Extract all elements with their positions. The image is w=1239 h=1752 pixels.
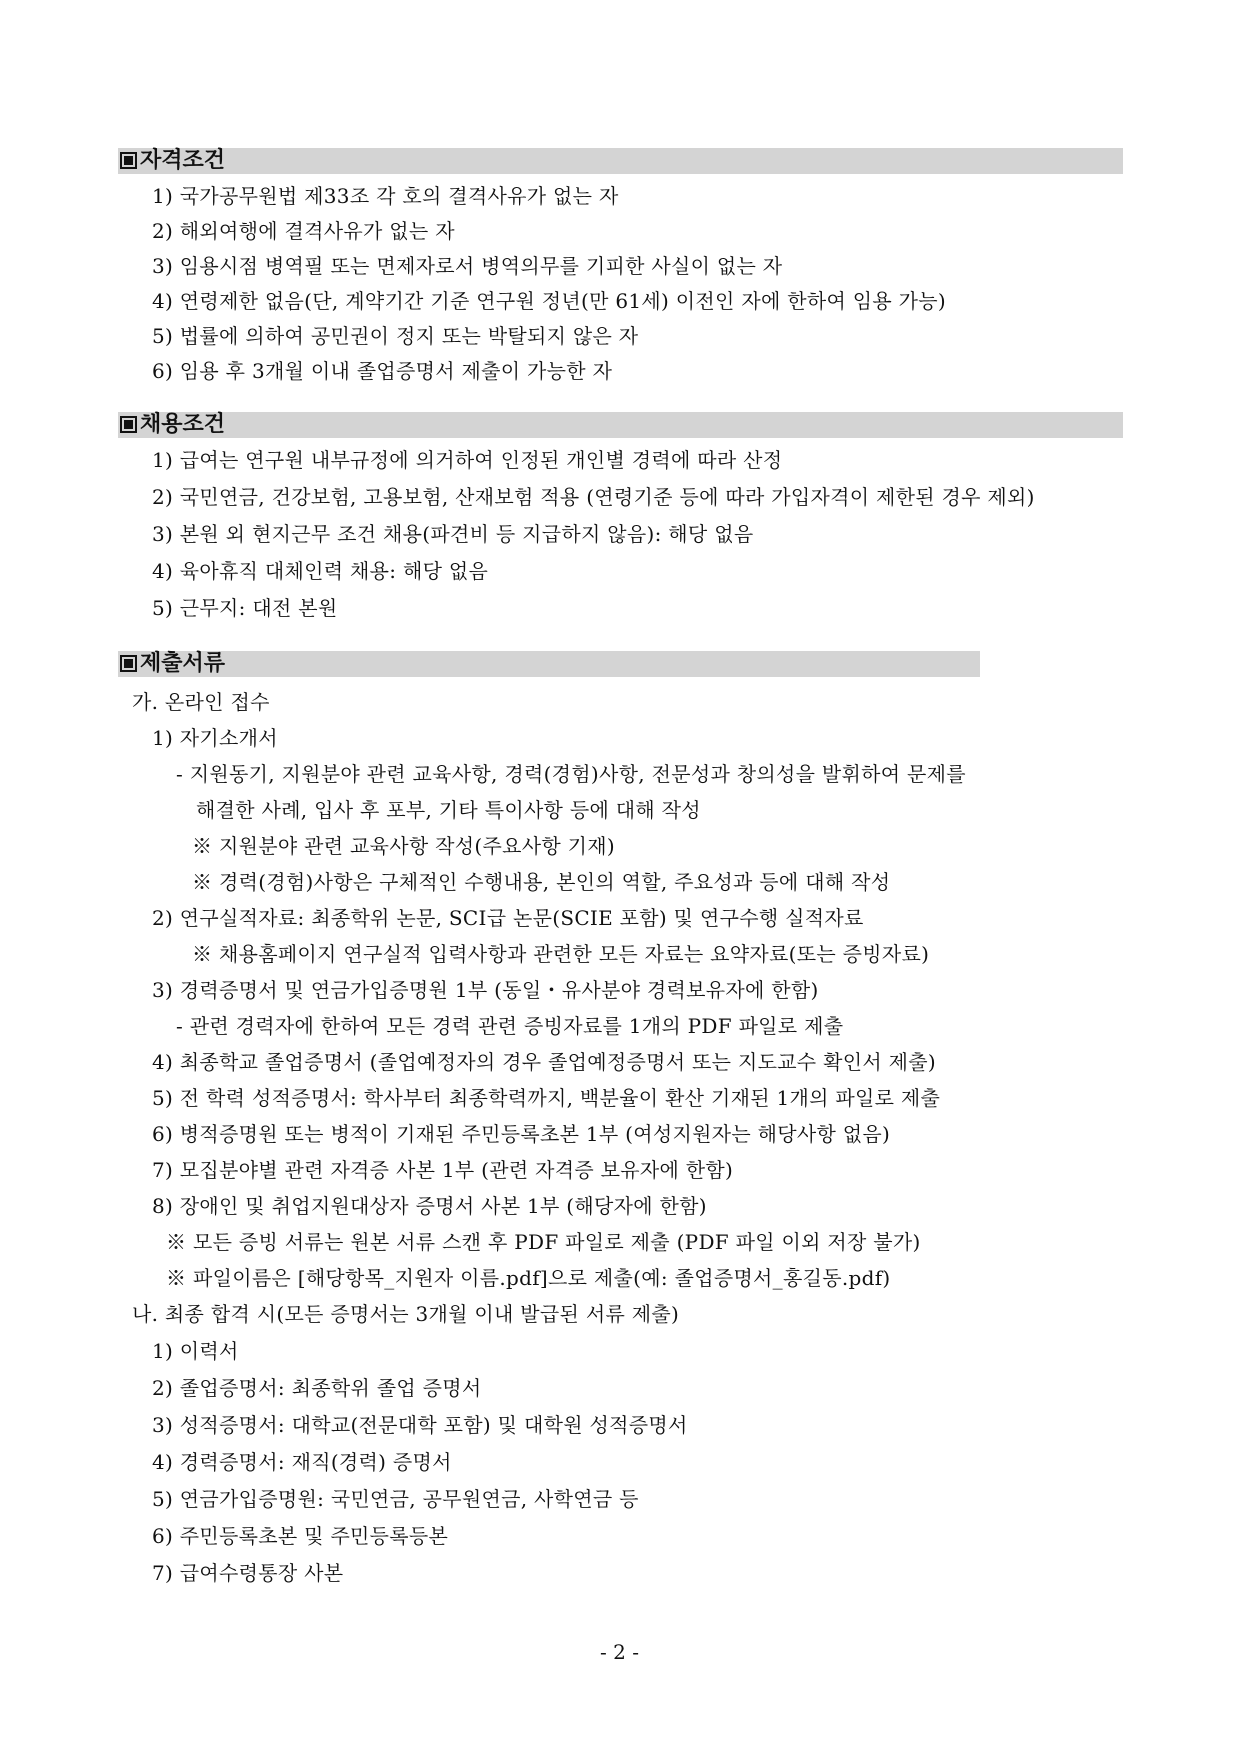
list-item: 6) 병적증명원 또는 병적이 기재된 주민등록초본 1부 (여성지원자는 해당사항 없음) [152, 1122, 891, 1146]
list-item: 6) 임용 후 3개월 이내 졸업증명서 제출이 가능한 자 [152, 359, 613, 383]
list-item: 해결한 사례, 입사 후 포부, 기타 특이사항 등에 대해 작성 [196, 798, 701, 822]
filled-square-icon [120, 655, 137, 672]
page-number: - 2 - [600, 1640, 639, 1664]
list-item: 1) 자기소개서 [152, 726, 278, 750]
list-item: 4) 연령제한 없음(단, 계약기간 기준 연구원 정년(만 61세) 이전인 자에 한하여 임용 가능) [152, 289, 946, 313]
list-item: ※ 경력(경험)사항은 구체적인 수행내용, 본인의 역할, 주요성과 등에 대해 작성 [192, 870, 891, 894]
list-item: 2) 졸업증명서: 최종학위 졸업 증명서 [152, 1376, 482, 1400]
list-item: ※ 파일이름은 [해당항목_지원자 이름.pdf]으로 제출(예: 졸업증명서_홍길동.pdf) [166, 1266, 891, 1290]
list-item: ※ 채용홈페이지 연구실적 입력사항과 관련한 모든 자료는 요약자료(또는 증빙자료) [192, 942, 930, 966]
section-title: 채용조건 [140, 412, 226, 437]
list-item: 6) 주민등록초본 및 주민등록등본 [152, 1524, 449, 1548]
list-item: 2) 국민연금, 건강보험, 고용보험, 산재보험 적용 (연령기준 등에 따라 가입자격이 제한된 경우 제외) [152, 485, 1035, 509]
list-item: 2) 해외여행에 결격사유가 없는 자 [152, 219, 455, 243]
list-item: 4) 육아휴직 대체인력 채용: 해당 없음 [152, 559, 489, 583]
list-item: 8) 장애인 및 취업지원대상자 증명서 사본 1부 (해당자에 한함) [152, 1194, 707, 1218]
list-item: 1) 이력서 [152, 1339, 239, 1363]
list-item: 1) 국가공무원법 제33조 각 호의 결격사유가 없는 자 [152, 184, 619, 208]
list-item: ※ 지원분야 관련 교육사항 작성(주요사항 기재) [192, 834, 615, 858]
list-item: 7) 모집분야별 관련 자격증 사본 1부 (관련 자격증 보유자에 한함) [152, 1158, 734, 1182]
list-item: 3) 성적증명서: 대학교(전문대학 포함) 및 대학원 성적증명서 [152, 1413, 688, 1437]
list-item: - 지원동기, 지원분야 관련 교육사항, 경력(경험)사항, 전문성과 창의성을 발휘하여 문제를 [176, 762, 966, 786]
list-item: 2) 연구실적자료: 최종학위 논문, SCI급 논문(SCIE 포함) 및 연구수행 실적자료 [152, 906, 864, 930]
section-title: 제출서류 [140, 651, 226, 676]
list-item: 5) 법률에 의하여 공민권이 정지 또는 박탈되지 않은 자 [152, 324, 639, 348]
list-item: 3) 임용시점 병역필 또는 면제자로서 병역의무를 기피한 사실이 없는 자 [152, 254, 783, 278]
list-item: ※ 모든 증빙 서류는 원본 서류 스캔 후 PDF 파일로 제출 (PDF 파일 이외 저장 불가) [166, 1230, 921, 1254]
list-item: 5) 근무지: 대전 본원 [152, 596, 338, 620]
list-item: 1) 급여는 연구원 내부규정에 의거하여 인정된 개인별 경력에 따라 산정 [152, 448, 783, 472]
subsection-heading-online: 가. 온라인 접수 [132, 690, 270, 714]
list-item: 7) 급여수령통장 사본 [152, 1561, 344, 1585]
section-header-employment [118, 412, 1123, 438]
list-item: 4) 경력증명서: 재직(경력) 증명서 [152, 1450, 452, 1474]
list-item: - 관련 경력자에 한하여 모든 경력 관련 증빙자료를 1개의 PDF 파일로 제출 [176, 1014, 844, 1038]
filled-square-icon [120, 152, 137, 169]
section-title: 자격조건 [140, 148, 226, 173]
list-item: 5) 전 학력 성적증명서: 학사부터 최종학력까지, 백분율이 환산 기재된 1개의 파일로 제출 [152, 1086, 941, 1110]
list-item: 3) 경력증명서 및 연금가입증명원 1부 (동일・유사분야 경력보유자에 한함) [152, 978, 819, 1002]
section-header-qualifications [118, 148, 1123, 174]
subsection-heading-final: 나. 최종 합격 시(모든 증명서는 3개월 이내 발급된 서류 제출) [132, 1302, 680, 1326]
list-item: 5) 연금가입증명원: 국민연금, 공무원연금, 사학연금 등 [152, 1487, 639, 1511]
list-item: 4) 최종학교 졸업증명서 (졸업예정자의 경우 졸업예정증명서 또는 지도교수 확인서 제출) [152, 1050, 936, 1074]
list-item: 3) 본원 외 현지근무 조건 채용(파견비 등 지급하지 않음): 해당 없음 [152, 522, 754, 546]
section-header-documents [118, 651, 980, 677]
filled-square-icon [120, 416, 137, 433]
